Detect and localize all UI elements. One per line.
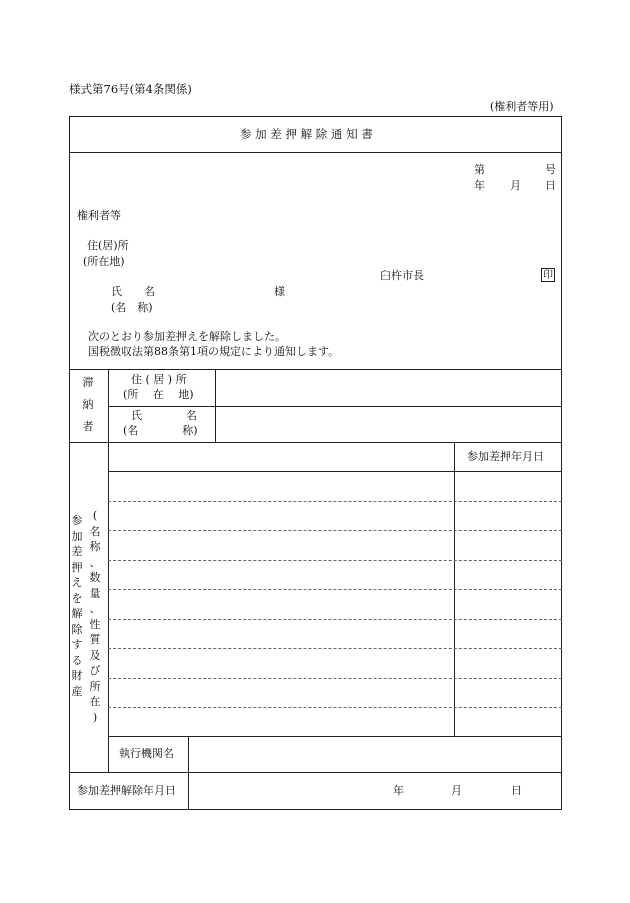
delinquent-name-label-alt: (名 称): [123, 424, 198, 437]
form-id: 様式第76号(第4条関係): [69, 82, 192, 96]
property-row-divider: [108, 648, 562, 649]
property-row-divider: [108, 501, 562, 502]
vertical-char: 参: [71, 514, 83, 527]
vertical-char: 押: [71, 560, 83, 574]
property-row-divider: [108, 530, 562, 531]
vertical-char: ): [92, 710, 98, 724]
title-divider: [69, 152, 562, 153]
issuer-title: 臼杵市長: [380, 269, 424, 282]
delinquent-name-label: 氏 名: [131, 409, 197, 422]
vertical-char: 量: [89, 586, 101, 600]
delinquent-row-divider: [108, 406, 562, 407]
vertical-char: 名: [89, 524, 101, 538]
vertical-char: 財: [71, 669, 83, 682]
vertical-char: え: [71, 576, 83, 589]
release-date-day: 日: [511, 784, 522, 797]
vertical-char: び: [89, 664, 101, 677]
delinquent-address-label: 住 ( 居 ) 所: [131, 373, 187, 386]
vertical-char: 差: [71, 545, 83, 558]
recipient-honorific: 様: [274, 285, 285, 298]
vertical-char: 除: [71, 622, 83, 636]
property-row-divider: [108, 560, 562, 561]
property-row-divider: [108, 707, 562, 708]
vertical-char: 滞: [82, 376, 94, 389]
recipient-address-label: 住(居)所: [87, 239, 129, 252]
vertical-char: 、: [89, 602, 101, 615]
vertical-char: 解: [71, 607, 83, 620]
date-month: 月: [510, 179, 521, 192]
vertical-char: 在: [89, 695, 101, 708]
release-date-year: 年: [393, 784, 404, 797]
recipient-heading: 権利者等: [77, 209, 121, 222]
vertical-char: 数: [89, 571, 101, 584]
delinquent-address-label-alt: (所 在 地): [123, 388, 194, 401]
date-day: 日: [545, 179, 556, 192]
property-date-header: 参加差押年月日: [467, 450, 544, 463]
agency-label: 執行機関名: [119, 747, 174, 760]
number-suffix: 号: [545, 163, 556, 176]
vertical-char: 質: [89, 633, 101, 646]
vertical-char: す: [71, 638, 83, 651]
property-row-divider: [108, 678, 562, 679]
vertical-char: 所: [89, 679, 101, 693]
delinquent-label: [80, 377, 96, 443]
property-bottom-divider: [108, 736, 562, 737]
property-header-divider: [108, 471, 562, 472]
section-divider-1: [69, 369, 562, 370]
number-prefix: 第: [474, 163, 485, 176]
seal-mark: 印: [543, 270, 553, 281]
date-year: 年: [474, 179, 485, 192]
vertical-char: 性: [89, 617, 101, 631]
recipient-name-label: 氏 名: [111, 285, 155, 298]
vertical-char: 加: [71, 529, 83, 543]
section-divider-2: [69, 442, 562, 443]
release-date-label: 参加差押解除年月日: [77, 784, 176, 797]
vertical-char: 者: [82, 420, 94, 433]
vertical-char: 、: [89, 555, 101, 569]
agency-divider: [188, 736, 189, 810]
vertical-char: (: [92, 509, 98, 522]
vertical-char: 及: [89, 648, 101, 662]
section-divider-3: [69, 772, 562, 773]
vertical-char: を: [71, 591, 83, 605]
property-row-divider: [108, 589, 562, 590]
release-date-month: 月: [451, 784, 462, 797]
vertical-char: 産: [71, 684, 83, 698]
property-sublabel: [87, 510, 103, 727]
vertical-char: る: [71, 653, 83, 667]
form-frame: [69, 116, 562, 810]
property-col-divider: [108, 442, 109, 772]
body-line-2: 国税徴収法第88条第1項の規定により通知します。: [88, 345, 340, 358]
usage-label: (権利者等用): [490, 100, 554, 113]
vertical-char: 納: [82, 398, 94, 411]
property-label: [69, 515, 85, 701]
recipient-name-label-alt: (名 称): [111, 301, 153, 314]
body-line-1: 次のとおり参加差押えを解除しました。: [88, 330, 286, 343]
recipient-address-label-alt: (所在地): [83, 255, 125, 268]
vertical-char: 称: [89, 540, 101, 553]
document-title: 参 加 差 押 解 除 通 知 書: [240, 127, 373, 141]
property-row-divider: [108, 619, 562, 620]
